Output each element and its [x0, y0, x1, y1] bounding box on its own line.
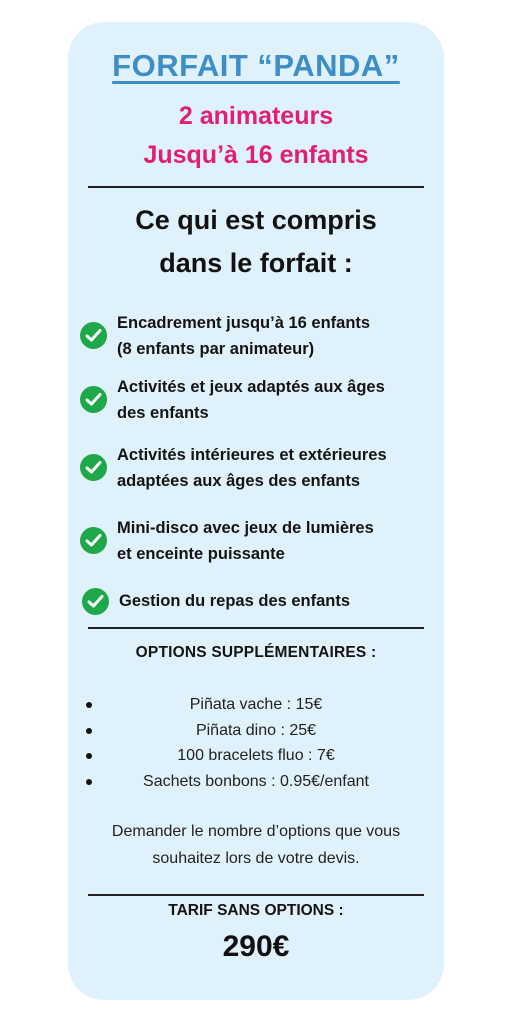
price-value: 290€: [222, 930, 290, 963]
option-item: [68, 743, 444, 769]
package-capacity: Jusqu’à 16 enfants: [143, 141, 369, 169]
bullet-icon: [86, 779, 92, 785]
option-item: [68, 692, 444, 718]
option-item-text: Piñata vache : 15€: [189, 696, 323, 713]
included-item-text: Encadrement jusqu’à 16 enfants (8 enfants par animateur): [117, 314, 371, 358]
check-circle-icon: [80, 322, 107, 349]
package-card: [68, 22, 444, 1000]
options-title: OPTIONS SUPPLÉMENTAIRES :: [135, 644, 377, 661]
divider: [88, 894, 424, 896]
included-heading: Ce qui est compris: [135, 205, 377, 235]
bullet-icon: [86, 753, 92, 759]
options-note: Demander le nombre d’options que vous souhaitez lors de votre devis.: [111, 823, 401, 867]
option-item-text: 100 bracelets fluo : 7€: [177, 747, 335, 764]
option-item: [68, 718, 444, 744]
check-circle-icon: [80, 527, 107, 554]
divider: [88, 627, 424, 629]
bullet-icon: [86, 702, 92, 708]
package-title: FORFAIT “PANDA”: [112, 48, 400, 83]
option-item-text: Sachets bonbons : 0.95€/enfant: [143, 772, 369, 790]
option-item-text: Piñata dino : 25€: [195, 721, 317, 739]
included-item-text: Activités et jeux adaptés aux âges des enfants: [117, 378, 385, 422]
bullet-icon: [86, 728, 92, 734]
included-item-text: Activités intérieures et extérieures adaptées aux âges des enfants: [117, 446, 387, 490]
options-list: [68, 692, 444, 794]
check-circle-icon: [80, 386, 107, 413]
included-item-text: Mini-disco avec jeux de lumières et enceinte puissante: [117, 519, 374, 563]
included-heading-continued: dans le forfait :: [159, 248, 353, 278]
package-animators: 2 animateurs: [178, 102, 334, 130]
price-label: TARIF SANS OPTIONS :: [168, 902, 344, 919]
included-item-text: Gestion du repas des enfants: [119, 592, 351, 610]
check-circle-icon: [82, 588, 109, 615]
divider: [88, 186, 424, 188]
check-circle-icon: [80, 454, 107, 481]
option-item: [68, 769, 444, 795]
